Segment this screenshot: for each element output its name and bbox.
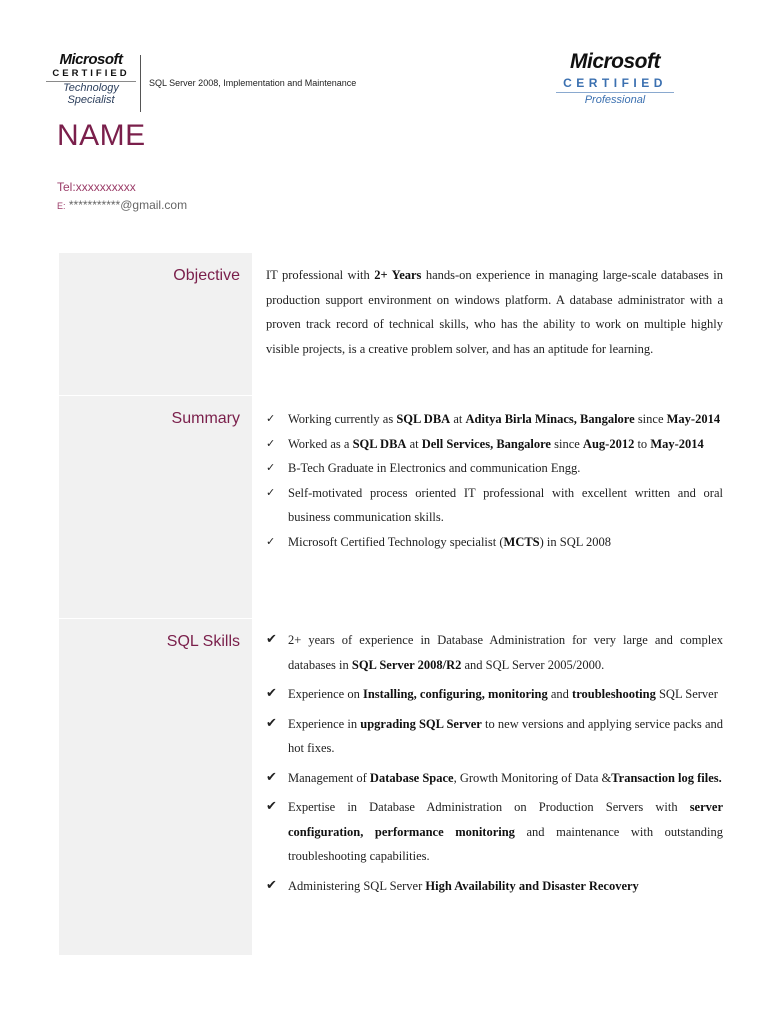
contact-block xyxy=(57,178,187,215)
list-item xyxy=(266,456,723,481)
checkmark-icon: ✓ xyxy=(266,485,276,499)
phone-label: Tel: xyxy=(57,180,76,194)
list-item-text: at xyxy=(450,412,466,426)
list-item-bold: SQL DBA xyxy=(396,412,451,426)
phone-line xyxy=(57,178,187,196)
objective-text-bold: 2+ Years xyxy=(374,268,422,282)
mcp-logo xyxy=(556,51,674,107)
checkmark-icon: ✔ xyxy=(266,632,277,647)
list-item-bold: Dell Services, Bangalore xyxy=(421,436,551,451)
list-item-text: Administering SQL Server xyxy=(288,878,426,893)
list-item-bold: Installing, configuring, monitoring xyxy=(362,687,548,701)
sql-skills-section xyxy=(59,619,723,956)
sql-skills-heading: SQL Skills xyxy=(59,619,252,955)
list-item-bold: SQL Server 2008/R2 xyxy=(351,657,462,672)
list-item xyxy=(266,432,723,457)
header-divider xyxy=(140,55,141,112)
list-item-bold: SQL DBA xyxy=(352,436,407,451)
list-item-bold: upgrading SQL Server xyxy=(360,716,482,731)
checkmark-icon: ✓ xyxy=(266,461,276,474)
list-item-text: , Growth Monitoring of Data & xyxy=(453,770,612,785)
list-item-text: Expertise in Database Administration on Production Servers with xyxy=(288,800,690,814)
list-item-bold: Aditya Birla Minacs, Bangalore xyxy=(465,412,635,426)
list-item-text: Management of xyxy=(288,770,370,785)
summary-heading: Summary xyxy=(59,396,252,618)
mcp-logo-certified: CERTIFIED xyxy=(556,75,674,93)
list-item xyxy=(266,712,723,761)
mcts-logo-line2: Specialist xyxy=(67,94,115,106)
objective-text xyxy=(252,253,723,395)
checkmark-icon: ✓ xyxy=(266,534,276,548)
list-item xyxy=(266,682,723,707)
list-item-text: at xyxy=(406,436,422,451)
list-item-bold: May-2014 xyxy=(650,436,704,451)
email-line xyxy=(57,196,187,215)
checkmark-icon: ✓ xyxy=(266,412,276,425)
mcp-logo-brand: Microsoft xyxy=(570,50,660,73)
sql-skills-body xyxy=(252,619,723,955)
email-label: E: xyxy=(57,201,66,211)
candidate-name: NAME xyxy=(57,119,146,152)
checkmark-icon: ✔ xyxy=(266,769,277,785)
list-item-text: and maintenance with outstanding troubleshooting capabilities. xyxy=(288,824,723,863)
list-item xyxy=(266,766,723,791)
mcts-logo-brand: Microsoft xyxy=(59,51,123,68)
list-item-text: Self-motivated process oriented IT professional with excellent written and oral business communication skills. xyxy=(288,485,723,524)
list-item-text: since xyxy=(550,436,583,451)
resume-sections xyxy=(59,253,723,956)
list-item-bold: High Availability and Disaster Recovery xyxy=(425,878,639,893)
list-item-text: to xyxy=(634,436,651,451)
list-item-bold: Transaction log files. xyxy=(611,770,722,785)
list-item-text: Experience in xyxy=(288,716,361,731)
certification-exam-title: SQL Server 2008, Implementation and Maintenance xyxy=(149,78,357,88)
list-item-text: since xyxy=(634,412,667,426)
list-item-bold: server configuration, performance monitoring xyxy=(288,800,723,839)
email-value: ***********@gmail.com xyxy=(68,198,188,212)
checkmark-icon: ✔ xyxy=(266,799,277,814)
list-item-text: 2+ years of experience in Database Administration for very large and complex databases in xyxy=(288,633,723,672)
objective-section xyxy=(59,253,723,396)
list-item xyxy=(266,530,723,555)
checkmark-icon: ✔ xyxy=(266,715,277,731)
list-item-text: and xyxy=(547,687,573,701)
list-item-text: Experience on xyxy=(288,687,363,701)
list-item-bold: May-2014 xyxy=(666,412,721,426)
list-item-bold: Database Space xyxy=(369,770,454,785)
list-item-text: and SQL Server 2005/2000. xyxy=(461,657,605,672)
checkmark-icon: ✓ xyxy=(266,436,276,450)
checkmark-icon: ✔ xyxy=(266,877,277,893)
summary-section xyxy=(59,396,723,619)
list-item-bold: troubleshooting xyxy=(572,687,656,701)
list-item xyxy=(266,481,723,530)
checkmark-icon: ✔ xyxy=(266,686,277,701)
list-item-text: SQL Server xyxy=(655,687,718,701)
list-item xyxy=(266,628,723,677)
list-item-text: Worked as a xyxy=(288,436,353,451)
objective-text-part: hands-on experience in managing large-scale databases in production support environment on windows platform. A database administrator with a proven track record of technical skills, who has the ability to work on multiple highly visible projects, is a creative problem solver, and has an aptitude for learning. xyxy=(266,268,723,356)
objective-text-part: IT professional with xyxy=(266,268,375,282)
mcts-logo-certified: CERTIFIED xyxy=(46,68,136,82)
objective-heading: Objective xyxy=(59,253,252,395)
list-item-text: Working currently as xyxy=(288,412,397,426)
list-item xyxy=(266,874,723,899)
list-item xyxy=(266,795,723,869)
mcts-logo xyxy=(46,52,136,106)
list-item-text: Microsoft Certified Technology specialist ( xyxy=(288,534,504,549)
summary-body xyxy=(252,396,723,618)
list-item-bold: Aug-2012 xyxy=(582,436,635,451)
list-item xyxy=(266,407,723,432)
list-item-text: ) in SQL 2008 xyxy=(539,534,612,549)
mcts-logo-line1: Technology xyxy=(63,82,119,94)
list-item-bold: MCTS xyxy=(503,534,540,549)
list-item-text: to new versions and applying service packs and hot fixes. xyxy=(288,716,724,755)
sql-skills-list xyxy=(266,628,723,898)
mcp-logo-sub: Professional xyxy=(584,94,646,106)
summary-list xyxy=(266,407,723,554)
phone-value: xxxxxxxxxx xyxy=(75,180,136,194)
list-item-text: B-Tech Graduate in Electronics and communication Engg. xyxy=(288,461,581,475)
